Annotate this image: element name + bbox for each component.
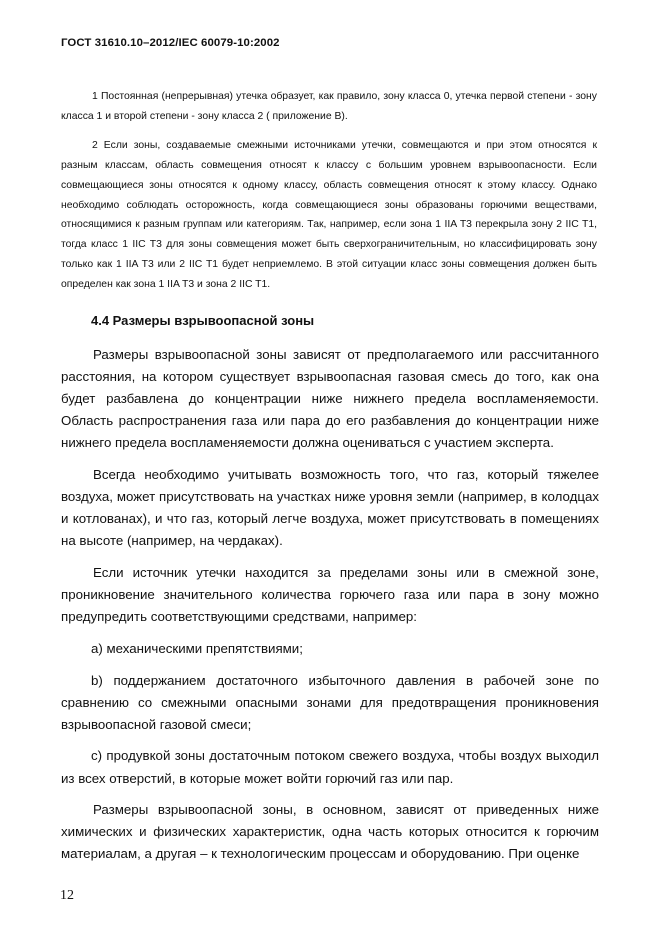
list-item-a: а) механическими препятствиями; — [91, 640, 303, 656]
page-number: 12 — [60, 888, 74, 903]
list-item-c: c) продувкой зоны достаточным потоком свежего воздуха, чтобы воздух выходил из всех отверстий, в которые может войти горючий газ или пар. — [61, 748, 599, 786]
paragraph-prevention: Если источник утечки находится за пределами зоны или в смежной зоне, проникновение значительного количества горючего газа или пара в зону можно предупредить соответствующими средствами, например: — [61, 565, 599, 625]
note-2: 2 Если зоны, создаваемые смежными источниками утечки, совмещаются и при этом относятся к разным классам, область совмещения относят к классу с большим уровнем взрывоопасности. Если совмещающиеся зоны относятся к одному классу, область совмещения относят к этому классу. Однако необходимо соблюдать осторожность, когда совмещающиеся зоны образованы горючими веществами, относящимися к разным группам или категориям. Так, например, если зона 1 IIA T3 перекрыла зону 2 IIC T1, тогда класс 1 IIC T3 для зоны совмещения может быть сверхограничительным, но классифицировать зону только как 1 IIA T3 или 2 IIC T1 будет неприемлемо. В этой ситуации класс зоны совмещения должен быть определен как зона 1 IIA T3 и зона 2 IIC T1. — [61, 139, 597, 291]
standard-header: ГОСТ 31610.10–2012/IEC 60079-10:2002 — [61, 37, 280, 49]
paragraph-zone-size: Размеры взрывоопасной зоны зависят от предполагаемого или рассчитанного расстояния, на котором существует взрывоопасная газовая смесь до того, как она будет разбавлена до концентрации ниже нижнего предела воспламеняемости. Область распространения газа или пара до его разбавления до концентрации ниже нижнего предела воспламеняемости должна оцениваться с участием эксперта. — [61, 347, 599, 451]
section-title: 4.4 Размеры взрывоопасной зоны — [91, 313, 315, 328]
notes-block — [61, 87, 597, 304]
note-1: 1 Постоянная (непрерывная) утечка образует, как правило, зону класса 0, утечка первой степени - зону класса 1 и второй степени - зону класса 2 ( приложение В). — [61, 91, 597, 122]
list-item-b: b) поддержанием достаточного избыточного давления в рабочей зоне по сравнению со смежными опасными зонами для предотвращения проникновения взрывоопасной газовой смеси; — [61, 672, 599, 732]
body-text — [61, 344, 599, 875]
paragraph-characteristics: Размеры взрывоопасной зоны, в основном, зависят от приведенных ниже химических и физических характеристик, одна часть которых относится к горючим материалам, а другая – к технологическим процессам и оборудованию. При оценке — [61, 802, 599, 862]
paragraph-gas-density: Всегда необходимо учитывать возможность того, что газ, который тяжелее воздуха, может присутствовать на участках ниже уровня земли (например, в колодцах и котлованах), и что газ, который легче воздуха, может присутствовать в помещениях на высоте (например, на чердаках). — [61, 467, 599, 549]
